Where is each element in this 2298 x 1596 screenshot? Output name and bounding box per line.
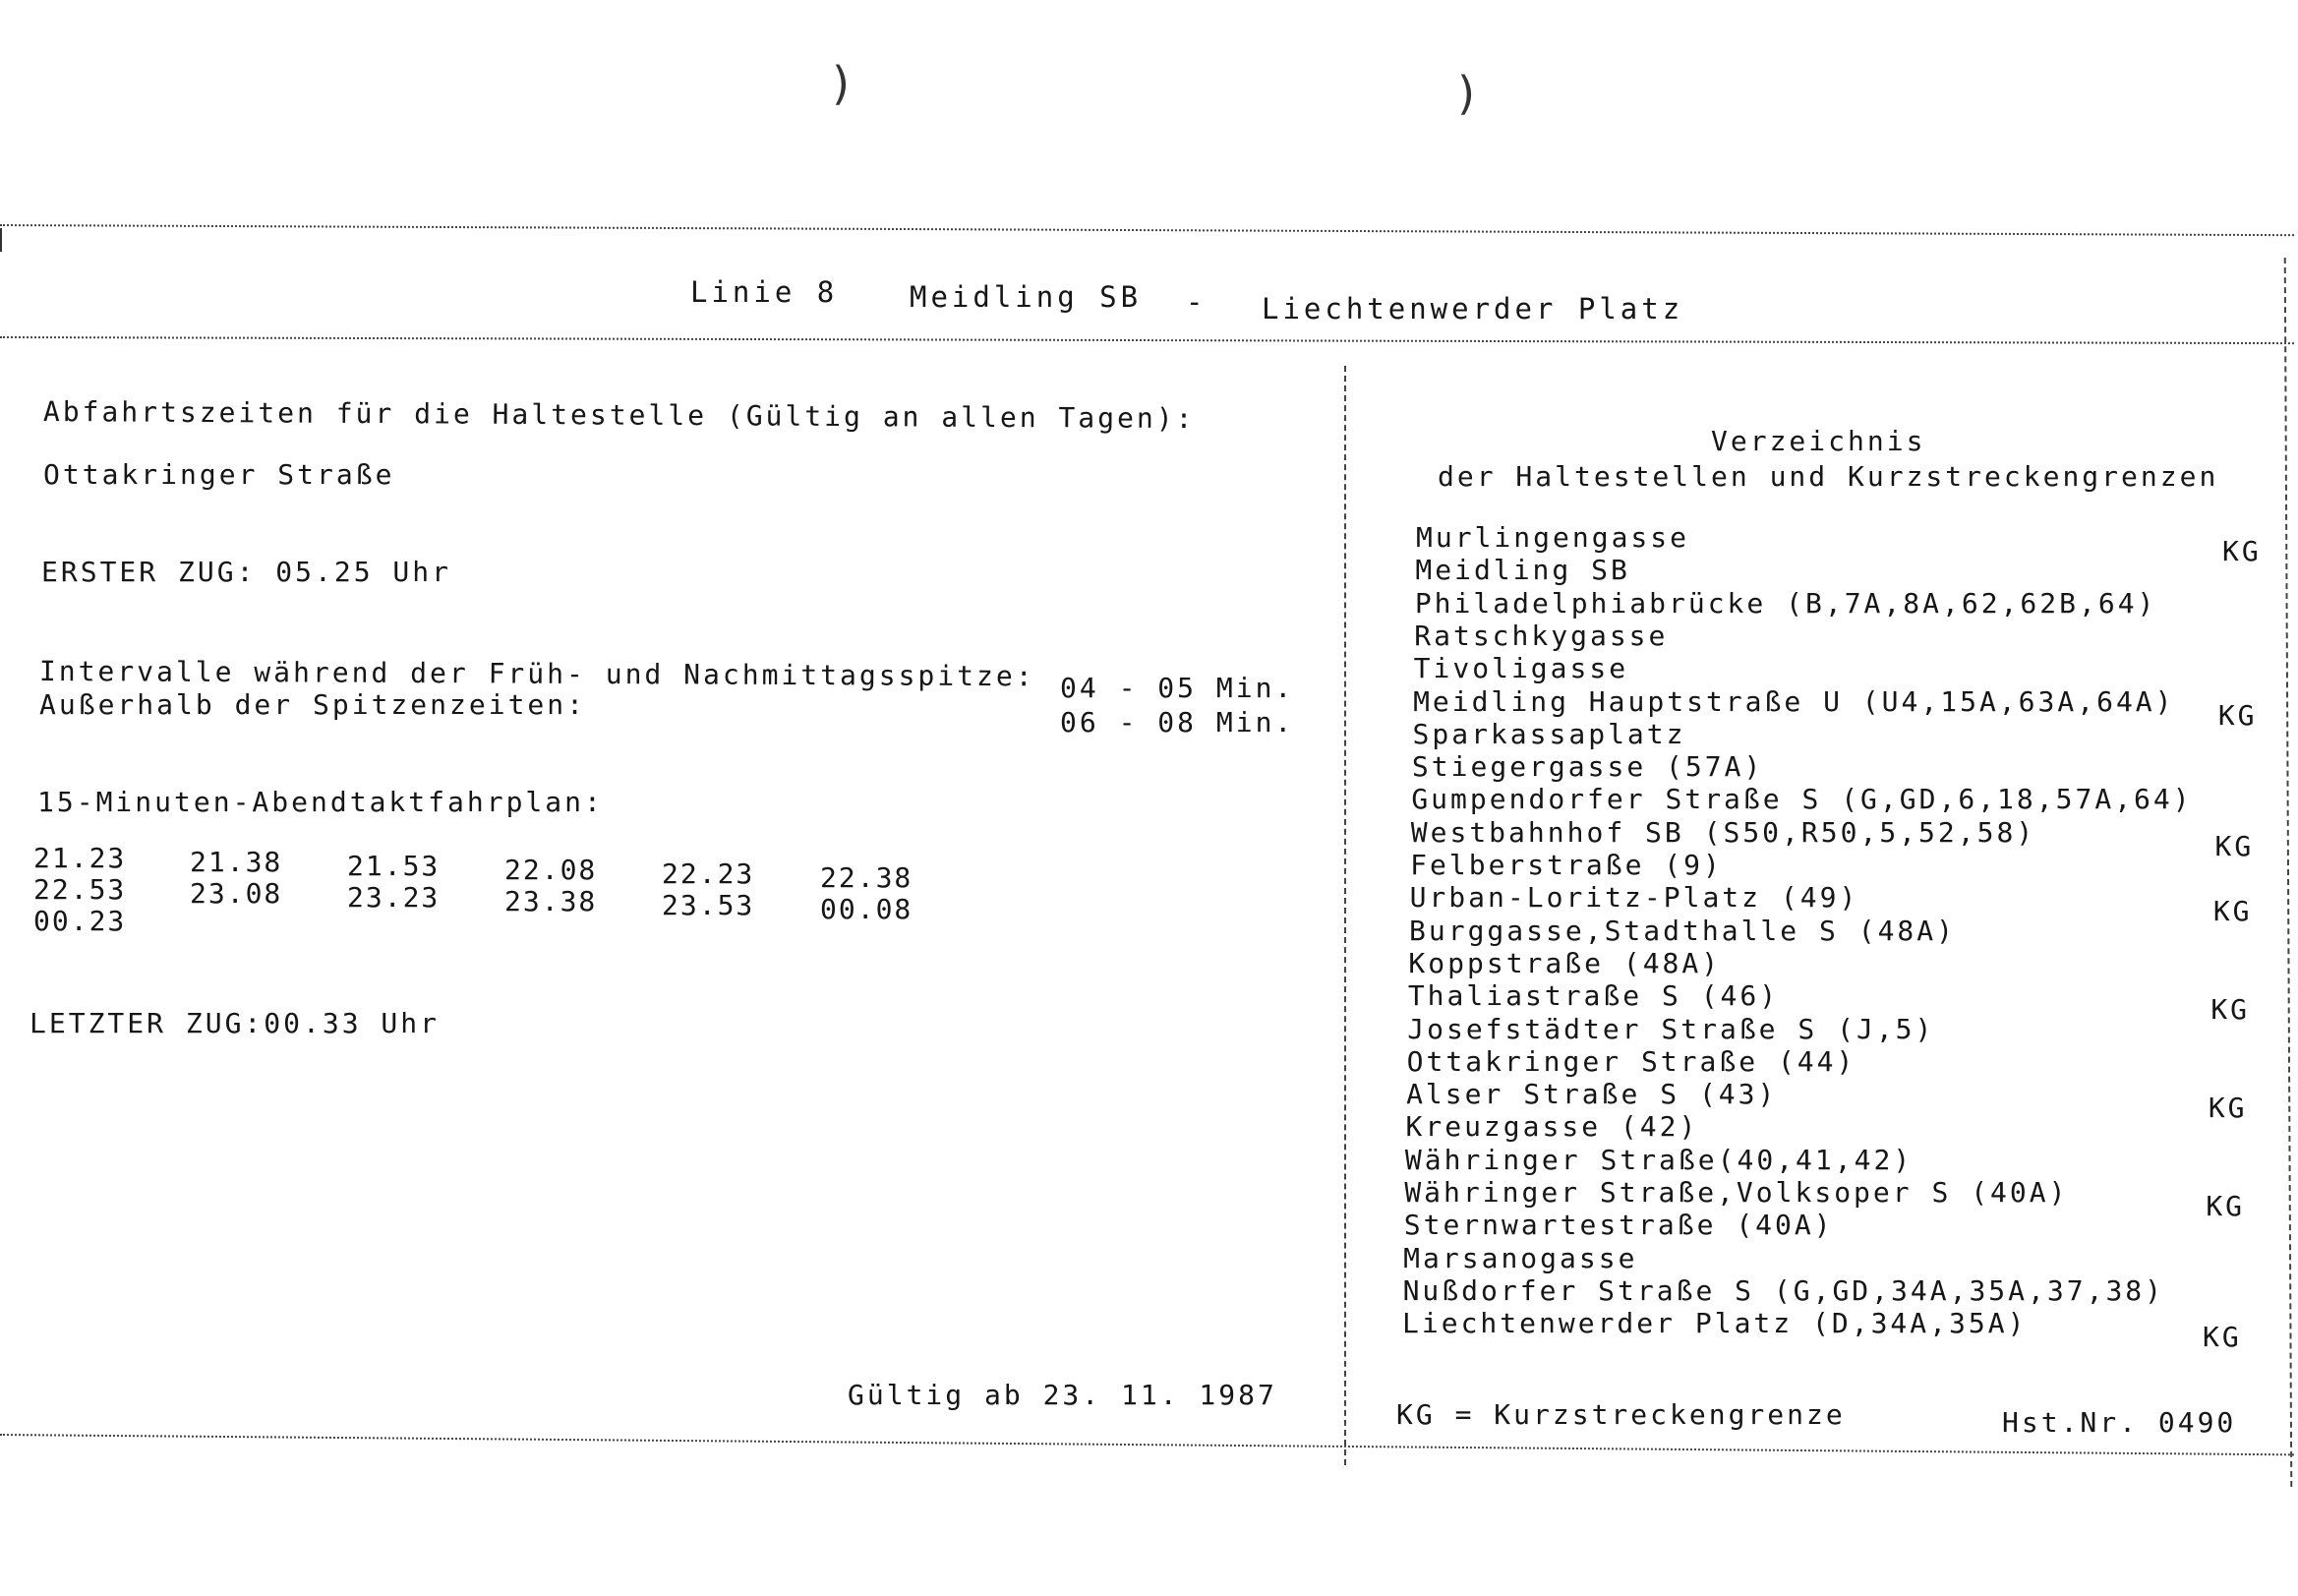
stop-name-item: Nußdorfer Straße S (G,GD,34A,35A,37,38) [1402, 1273, 2165, 1307]
evening-time: 00.08 [820, 893, 913, 925]
evening-time: 21.23 [33, 842, 127, 874]
stop-name: Ottakringer Straße [43, 458, 395, 491]
stop-name-item: Ottakringer Straße (44) [1406, 1044, 1856, 1078]
valid-from: Gültig ab 23. 11. 1987 [848, 1379, 1277, 1411]
kg-marker: KG [2212, 895, 2253, 928]
stop-name-item: Felberstraße (9) [1410, 849, 1723, 881]
stop-name-item: Meidling SB [1415, 554, 1630, 587]
evening-time: 21.38 [190, 846, 283, 878]
stop-name-item: Philadelphiabrücke (B,7A,8A,62,62B,64) [1414, 586, 2157, 620]
top-mark-right: ) [1453, 67, 1481, 120]
stop-name-item: Stiegergasse (57A) [1411, 750, 1764, 784]
kg-marker: KG [2203, 1321, 2242, 1354]
evening-time: 23.53 [662, 889, 755, 921]
stop-name-item: Murlingengasse [1416, 521, 1690, 554]
frame-right-line [2284, 258, 2293, 1487]
evening-heading: 15-Minuten-Abendtaktfahrplan: [37, 786, 604, 818]
evening-time: 00.23 [33, 905, 127, 937]
stop-name-item: Meidling Hauptstraße U (U4,15A,63A,64A) [1413, 684, 2175, 718]
stop-name-item: Josefstädter Straße S (J,5) [1407, 1012, 1935, 1045]
stop-name-item: Kreuzgasse (42) [1405, 1110, 1699, 1144]
frame-left-edge-mark [0, 228, 2, 252]
directory-title: Verzeichnis [1711, 425, 1926, 457]
kg-marker: KG [2208, 1092, 2248, 1125]
interval-peak-value: 04 - 05 Min. [1060, 672, 1295, 704]
evening-time: 23.08 [190, 877, 283, 910]
directory-subtitle: der Haltestellen und Kurzstreckengrenzen [1438, 460, 2219, 493]
kg-marker: KG [2214, 829, 2255, 862]
interval-off-label: Außerhalb der Spitzenzeiten: [39, 688, 587, 721]
route-destination: Liechtenwerder Platz [1262, 292, 1684, 325]
stop-name-item: Tivoligasse [1413, 652, 1629, 685]
route-dash: - [1186, 285, 1208, 319]
stop-name-item: Währinger Straße(40,41,42) [1404, 1143, 1914, 1176]
kg-legend: KG = Kurzstreckengrenze [1396, 1398, 1846, 1431]
first-train: ERSTER ZUG: 05.25 Uhr [41, 556, 452, 588]
last-train: LETZTER ZUG:00.33 Uhr [29, 1007, 441, 1039]
stop-name-item: Liechtenwerder Platz (D,34A,35A) [1402, 1307, 2028, 1340]
stop-name-item: Währinger Straße,Volksoper S (40A) [1404, 1176, 2069, 1209]
stop-name-item: Urban-Loritz-Platz (49) [1409, 881, 1859, 915]
departure-heading: Abfahrtszeiten für die Haltestelle (Gültig an allen Tagen): [42, 395, 1196, 436]
kg-marker: KG [2217, 698, 2258, 732]
evening-time: 22.38 [820, 861, 913, 894]
stop-name-item: Alser Straße S (43) [1406, 1078, 1778, 1111]
evening-time: 21.53 [347, 850, 441, 882]
stop-name-item: Gumpendorfer Straße S (G,GD,6,18,57A,64) [1411, 783, 2193, 816]
evening-time: 23.38 [504, 885, 598, 917]
stop-name-item: Koppstraße (48A) [1408, 946, 1722, 979]
evening-time: 22.23 [662, 857, 755, 890]
stop-name-item: Sternwartestraße (40A) [1403, 1209, 1834, 1242]
stop-number: Hst.Nr. 0490 [2002, 1406, 2237, 1439]
frame-top-line [0, 224, 2294, 236]
header-divider-line [0, 336, 2294, 344]
stop-name-item: Sparkassaplatz [1412, 717, 1686, 750]
evening-time: 22.08 [504, 854, 598, 886]
column-divider-line [1344, 366, 1346, 1465]
kg-marker: KG [2206, 1190, 2246, 1222]
top-mark-left: ) [828, 57, 855, 110]
stop-name-item: Ratschkygasse [1414, 619, 1669, 652]
stop-name-item: Burggasse,Stadthalle S (48A) [1409, 914, 1957, 947]
stop-name-item: Marsanogasse [1403, 1241, 1638, 1274]
frame-bottom-line [0, 1434, 2294, 1455]
interval-off-value: 06 - 08 Min. [1060, 706, 1295, 739]
kg-marker: KG [2222, 535, 2262, 567]
interval-peak-label: Intervalle während der Früh- und Nachmittagsspitze: [38, 655, 1035, 693]
evening-time: 23.23 [347, 881, 441, 914]
kg-marker: KG [2210, 993, 2251, 1027]
route-origin: Meidling SB [910, 280, 1143, 314]
line-number: Linie 8 [690, 275, 839, 309]
stop-name-item: Westbahnhof SB (S50,R50,5,52,58) [1410, 815, 2036, 849]
evening-time: 22.53 [33, 873, 127, 906]
stop-name-item: Thaliastraße S (46) [1407, 979, 1780, 1013]
